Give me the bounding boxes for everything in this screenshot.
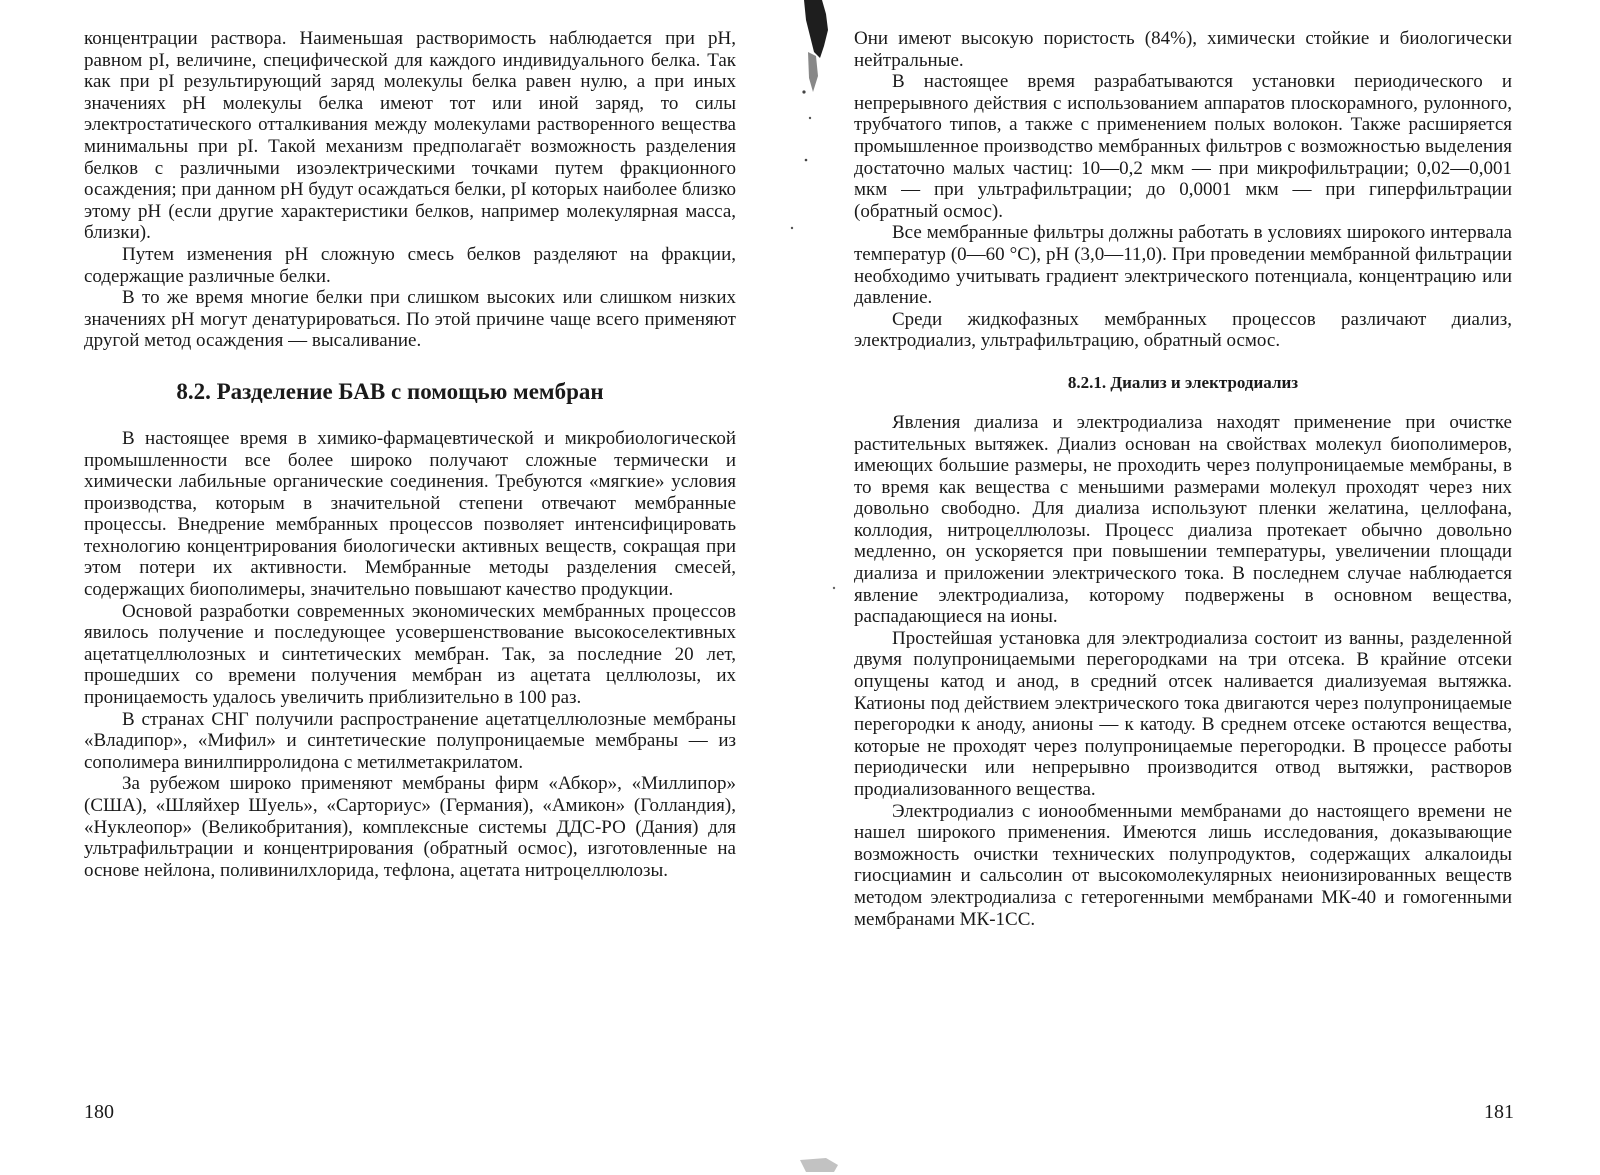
- binding-shadow-blot: [804, 0, 828, 58]
- left-paragraph: За рубежом широко применяют мембраны фирм «Абкор», «Миллипор» (США), «Шляйхер Шуель», «Сарториус» (Германия), «Амикон» (Голландия), «Нуклеопор» (Великобритания), комплексные системы ДДС-РО (Дания) для ультрафильтрации и концентрирования (обратный осмос), изготовленные на основе нейлона, поливинилхлорида, тефлона, ацетата нитроцеллюлозы.: [84, 773, 736, 881]
- left-paragraph: концентрации раствора. Наименьшая растворимость наблюдается при pH, равном pI, величине, специфической для каждого индивидуального белка. Так как при pI результирующий заряд молекулы белка равен нулю, а при иных значениях pH молекулы белка имеют тот или иной заряд, то силы электростатического отталкивания между молекулами растворенного вещества минимальны при pI. Такой механизм предполагаёт возможность разделения белков с различными изоэлектрическими точками путем фракционного осаждения; при данном pH будут осаждаться белки, pI которых наиболее близко этому pH (если другие характеристики белков, например молекулярная масса, близки).: [84, 28, 736, 244]
- left-page: [84, 28, 736, 881]
- right-page: [854, 28, 1512, 930]
- left-paragraph: В то же время многие белки при слишком высоких или слишком низких значениях pH могут денатурироваться. По этой причине чаще всего применяют другой метод осаждения — высаливание.: [84, 287, 736, 352]
- right-paragraph: Среди жидкофазных мембранных процессов различают диализ, электродиализ, ультрафильтрацию, обратный осмос.: [854, 308, 1512, 352]
- binding-shadow-streak: [808, 52, 818, 92]
- right-paragraph: Электродиализ с ионообменными мембранами до настоящего времени не нашел широкого применения. Имеются лишь исследования, доказывающие возможность очистки технических полупродуктов, содержащих алкалоиды гиосциамин и сальсолин от высокомолекулярных неионизированных веществ методом электродиализа с гетерогенными мембранами МК-40 и гомогенными мембранами МК-1СС.: [854, 800, 1512, 930]
- scan-speck: [805, 159, 808, 162]
- subsection-heading: 8.2.1. Диализ и электродиализ: [1067, 372, 1299, 392]
- scan-speck: [791, 227, 793, 229]
- right-paragraph: Они имеют высокую пористость (84%), химически стойкие и биологически нейтральные.: [854, 28, 1512, 71]
- binding-shadow: [786, 0, 856, 1175]
- left-paragraph: Основой разработки современных экономических мембранных процессов явилось получение и последующее усовершенствование высокоселективных ацетатцеллюлозных и синтетических мембран. Так, за последние 20 лет, прошедших со времени получения мембран из ацетата целлюлозы, их проницаемость удалось увеличить приблизительно в 100 раз.: [84, 600, 736, 709]
- left-paragraph: Путем изменения pH сложную смесь белков разделяют на фракции, содержащие различные белки.: [84, 243, 736, 287]
- right-paragraph: Явления диализа и электродиализа находят применение при очистке растительных вытяжек. Диализ основан на свойствах молекул биополимеров, имеющих большие размеры, не проходить через полупроницаемые мембраны, в то время как вещества с меньшими размерами молекул проходят через них довольно свободно. Для диализа используют пленки желатина, целлофана, коллодия, нитроцеллюлозы. Процесс диализа протекает обычно довольно медленно, он ускоряется при повышении температуры, увеличении площади диализа и приложении электрического тока. В последнем случае наблюдается явление электродиализа, которому подвержены в основном вещества, распадающиеся на ионы.: [854, 411, 1512, 628]
- section-heading: 8.2. Разделение БАВ с помощью мембран: [176, 378, 604, 404]
- binding-shadow-bottom: [800, 1158, 838, 1172]
- right-paragraph: Все мембранные фильтры должны работать в условиях широкого интервала температур (0—60 °С), pH (3,0—11,0). При проведении мембранной фильтрации необходимо учитывать градиент электрического потенциала, концентрацию или давление.: [854, 222, 1512, 309]
- right-paragraph: В настоящее время разрабатываются установки периодического и непрерывного действия с использованием аппаратов плоскорамного, рулонного, трубчатого типов, а также с применением полых волокон. Также расширяется промышленное производство мембранных фильтров с возможностью выделения достаточно малых частиц: 10—0,2 мкм — при микрофильтрации; 0,02—0,001 мкм — при ультрафильтрации; до 0,0001 мкм — при гиперфильтрации (обратный осмос).: [854, 71, 1512, 222]
- left-page-number: 180: [84, 1101, 114, 1123]
- scan-speck: [833, 587, 835, 589]
- scan-speck: [802, 90, 805, 93]
- left-paragraph: В настоящее время в химико-фармацевтической и микробиологической промышленности все более широко получают сложные термически и химически лабильные органические соединения. Требуются «мягкие» условия производства, которым в значительной степени отвечают мембранные процессы. Внедрение мембранных процессов позволяет интенсифицировать технологию концентрирования биологически активных веществ, сокращая при этом потери их активности. Мембранные методы разделения смесей, содержащих биополимеры, значительно повышают качество продукции.: [84, 427, 736, 601]
- scan-speck: [809, 117, 811, 119]
- left-paragraph: В странах СНГ получили распространение ацетатцеллюлозные мембраны «Владипор», «Мифил» и синтетические полупроницаемые мембраны — из сополимера винилпирролидона с метилметакрилатом.: [84, 708, 736, 773]
- right-paragraph: Простейшая установка для электродиализа состоит из ванны, разделенной двумя полупроницаемыми перегородками на три отсека. В крайние отсеки опущены катод и анод, в средний отсек наливается диализуемая вытяжка. Катионы под действием электрического тока двигаются через полупроницаемые перегородки к аноду, анионы — к катоду. В среднем отсеке остаются вещества, которые не проходят через полупроницаемые перегородки. В процессе работы периодически или непрерывно производится отвод вытяжки, растворов продиализованного вещества.: [854, 627, 1512, 800]
- right-page-number: 181: [1484, 1101, 1514, 1123]
